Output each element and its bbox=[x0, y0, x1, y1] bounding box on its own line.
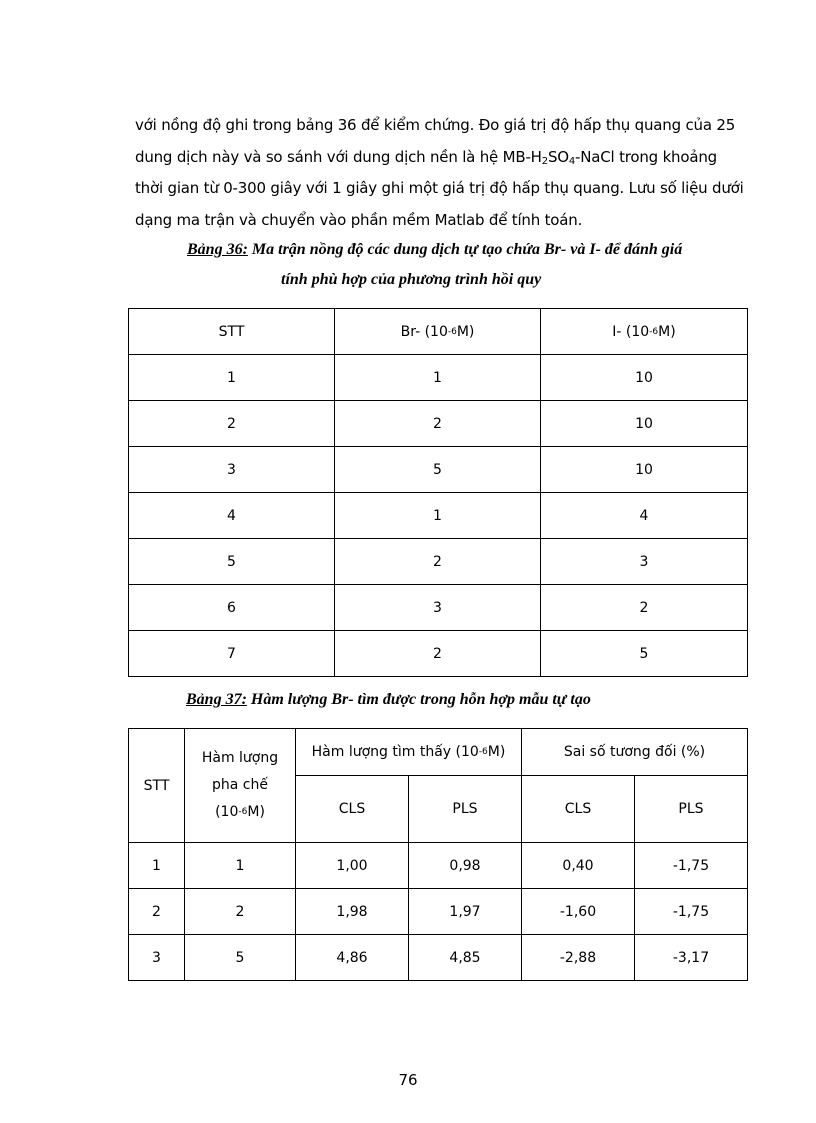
paragraph-line-3: thời gian từ 0-300 giây với 1 giây ghi một giá trị độ hấp thụ quang. Lưu số liệu dưới bbox=[135, 179, 744, 197]
prepared-unit-exponent: -6 bbox=[238, 807, 248, 817]
table-row bbox=[129, 447, 748, 493]
table37-caption-text: Hàm lượng Br- tìm được trong hỗn hợp mẫu tự tạo bbox=[246, 691, 591, 708]
table-row bbox=[129, 631, 748, 677]
table37-header-stt: STT bbox=[129, 729, 185, 843]
body-paragraph bbox=[135, 110, 744, 236]
table37-cell: 0,98 bbox=[409, 843, 522, 889]
table-row bbox=[129, 585, 748, 631]
table36-header-row bbox=[129, 309, 748, 355]
table37-cell: 4,85 bbox=[409, 935, 522, 981]
table37-header-pls: PLS bbox=[409, 776, 522, 843]
table-37 bbox=[128, 728, 748, 981]
table36-caption bbox=[187, 241, 682, 259]
table-row bbox=[129, 935, 748, 981]
table36-caption-line2: tính phù hợp của phương trình hồi quy bbox=[281, 271, 542, 288]
paragraph-line-4: dạng ma trận và chuyển vào phần mềm Matlab để tính toán. bbox=[135, 210, 583, 229]
table-row bbox=[129, 539, 748, 585]
table37-header-found bbox=[296, 729, 522, 776]
found-header-exponent: -6 bbox=[478, 747, 488, 757]
table36-cell: 3 bbox=[129, 447, 335, 493]
table37-cell: 2 bbox=[185, 889, 296, 935]
table37-cell: -1,75 bbox=[635, 889, 748, 935]
i-header-suffix: M) bbox=[658, 323, 676, 340]
table36-cell: 6 bbox=[129, 585, 335, 631]
table36-cell: 3 bbox=[335, 585, 541, 631]
subscript-2: 2 bbox=[541, 155, 548, 167]
br-header-suffix: M) bbox=[456, 323, 475, 340]
table36-cell: 10 bbox=[541, 401, 748, 447]
table37-cell: 0,40 bbox=[522, 843, 635, 889]
subscript-4: 4 bbox=[568, 155, 576, 167]
table36-cell: 2 bbox=[541, 585, 748, 631]
table36-header-br bbox=[335, 309, 541, 355]
table36-cell: 2 bbox=[335, 401, 541, 447]
table36-caption-label: Bảng 36: bbox=[187, 241, 248, 258]
table-row bbox=[129, 843, 748, 889]
prepared-line-2: pha chế bbox=[212, 777, 268, 793]
table37-header-row-1 bbox=[129, 729, 748, 776]
i-header-exponent: -6 bbox=[649, 326, 659, 337]
table37-cell: -1,60 bbox=[522, 889, 635, 935]
table36-cell: 2 bbox=[335, 539, 541, 585]
table37-cell: 1,00 bbox=[296, 843, 409, 889]
paragraph-line-2 bbox=[135, 142, 741, 174]
prepared-line-3 bbox=[215, 804, 265, 820]
table36-cell: 10 bbox=[541, 447, 748, 493]
table37-cell: 1,98 bbox=[296, 889, 409, 935]
table36-header-stt: STT bbox=[129, 309, 335, 355]
table36-header-i bbox=[541, 309, 748, 355]
paragraph-line-2-start: dung dịch này và so sánh với dung dịch nền là hệ MB-H bbox=[135, 147, 542, 166]
table36-cell: 4 bbox=[541, 493, 748, 539]
table37-cell: 1 bbox=[185, 843, 296, 889]
table-row bbox=[129, 889, 748, 935]
table36-cell: 1 bbox=[335, 493, 541, 539]
br-header-exponent: -6 bbox=[447, 326, 457, 337]
table36-cell: 2 bbox=[335, 631, 541, 677]
table37-header-cls: CLS bbox=[296, 776, 409, 843]
table36-cell: 3 bbox=[541, 539, 748, 585]
table37-cell: 3 bbox=[129, 935, 185, 981]
table36-cell: 4 bbox=[129, 493, 335, 539]
table37-header-cls-error: CLS bbox=[522, 776, 635, 843]
paragraph-line-2-end: -NaCl trong khoảng bbox=[575, 147, 717, 166]
table37-cell: -1,75 bbox=[635, 843, 748, 889]
table36-caption-text: Ma trận nồng độ các dung dịch tự tạo chứa Br- và I- để đánh giá bbox=[247, 241, 683, 258]
table36-cell: 2 bbox=[129, 401, 335, 447]
found-header-prefix: Hàm lượng tìm thấy (10 bbox=[311, 744, 479, 760]
prepared-line-1: Hàm lượng bbox=[201, 750, 279, 766]
table37-cell: -3,17 bbox=[635, 935, 748, 981]
paragraph-line-1: với nồng độ ghi trong bảng 36 để kiểm chứng. Đo giá trị độ hấp thụ quang của 25 bbox=[135, 116, 736, 134]
table37-header-pls-error: PLS bbox=[635, 776, 748, 843]
table-row bbox=[129, 493, 748, 539]
prepared-unit-prefix: (10 bbox=[215, 804, 239, 820]
table36-cell: 5 bbox=[541, 631, 748, 677]
prepared-unit-suffix: M) bbox=[247, 804, 265, 820]
table37-cell: 4,86 bbox=[296, 935, 409, 981]
table-row bbox=[129, 355, 748, 401]
table36-cell: 1 bbox=[335, 355, 541, 401]
table36-cell: 5 bbox=[335, 447, 541, 493]
table36-cell: 1 bbox=[129, 355, 335, 401]
table-36 bbox=[128, 308, 748, 677]
table37-cell: 5 bbox=[185, 935, 296, 981]
table37-cell: -2,88 bbox=[522, 935, 635, 981]
table36-cell: 10 bbox=[541, 355, 748, 401]
table37-cell: 2 bbox=[129, 889, 185, 935]
table-row bbox=[129, 401, 748, 447]
table37-cell: 1 bbox=[129, 843, 185, 889]
i-header-prefix: I- (10 bbox=[612, 323, 650, 340]
table37-caption bbox=[186, 691, 591, 709]
paragraph-line-2-so: SO bbox=[547, 147, 569, 166]
found-header-suffix: M) bbox=[487, 744, 506, 760]
table37-header-error: Sai số tương đối (%) bbox=[522, 729, 748, 776]
br-header-prefix: Br- (10 bbox=[400, 323, 448, 340]
table37-caption-label: Bảng 37: bbox=[186, 691, 247, 708]
table36-cell: 5 bbox=[129, 539, 335, 585]
table37-header-prepared bbox=[185, 729, 296, 843]
table37-cell: 1,97 bbox=[409, 889, 522, 935]
table36-cell: 7 bbox=[129, 631, 335, 677]
page-number: 76 bbox=[398, 1071, 418, 1089]
